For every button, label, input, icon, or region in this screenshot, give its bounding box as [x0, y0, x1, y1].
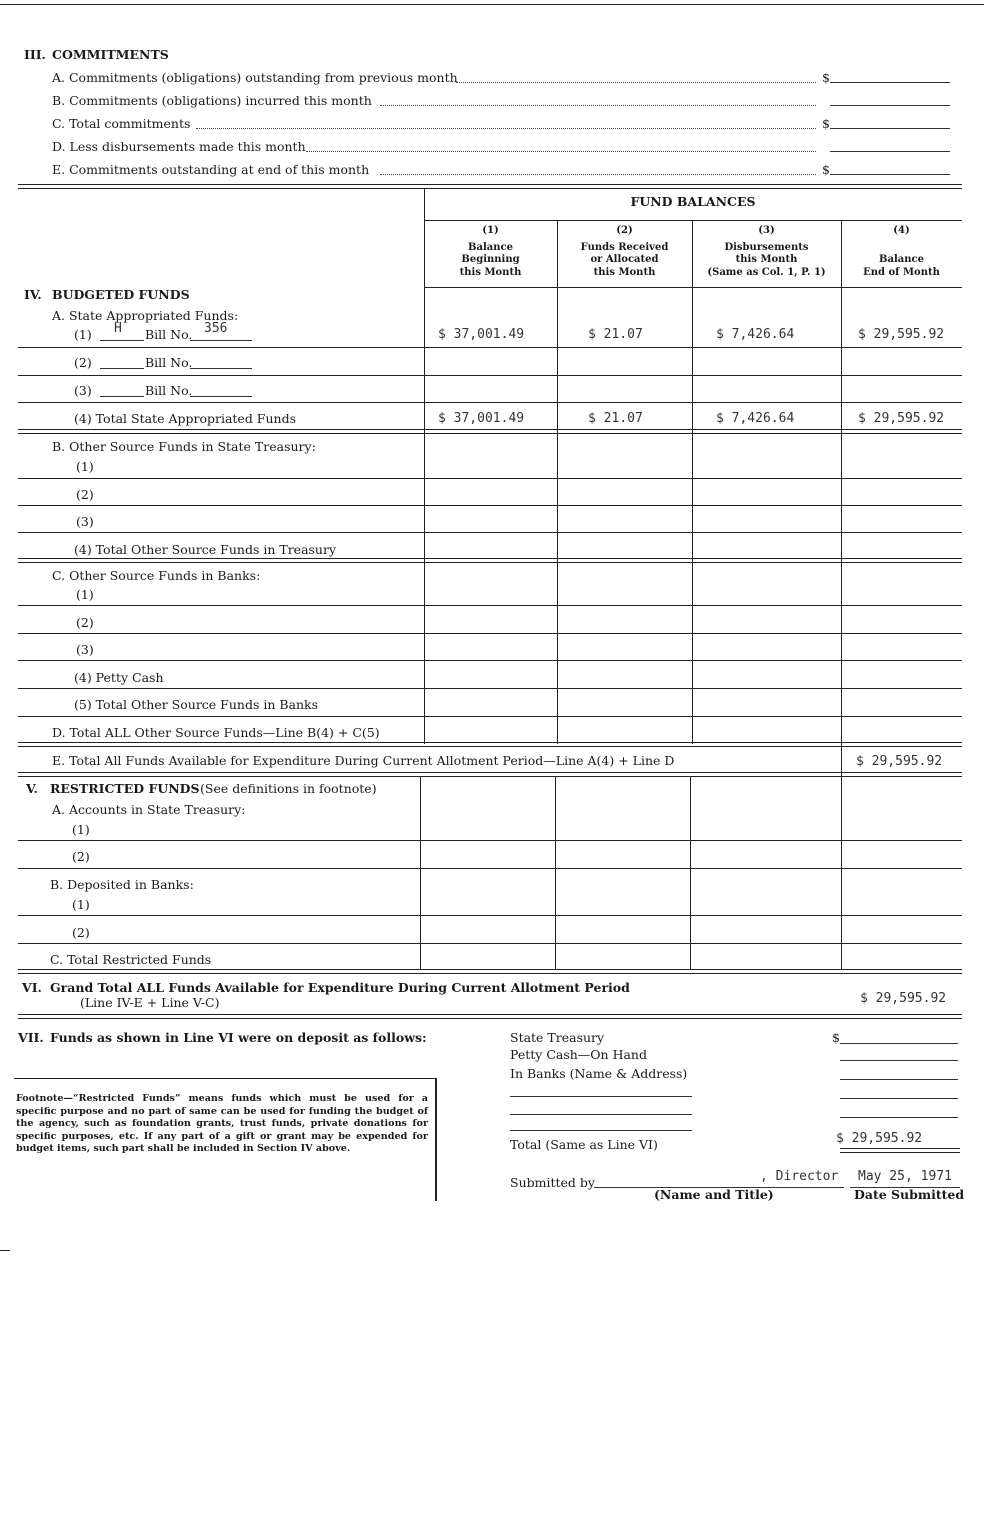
b-row-2: (2)	[76, 487, 94, 502]
bill-row-number: (2)	[74, 355, 92, 370]
leader-dots	[456, 82, 816, 83]
bill-no-label: Bill No.	[145, 355, 193, 370]
submitter-title: , Director	[760, 1169, 839, 1184]
rule	[18, 633, 962, 634]
other-banks-label: C. Other Source Funds in Banks:	[52, 568, 261, 583]
column-header-line: this Month	[735, 254, 798, 266]
rule	[18, 402, 962, 403]
bill-row-col3: $ 7,426.64	[716, 327, 795, 342]
bill-row-number: (3)	[74, 383, 92, 398]
rule	[18, 943, 962, 944]
rule	[18, 840, 962, 841]
commitment-label: C. Total commitments	[52, 116, 191, 131]
date-submitted-value: May 25, 1971	[858, 1169, 952, 1184]
column-header-3	[692, 225, 841, 280]
section-iv-heading: BUDGETED FUNDS	[52, 287, 190, 302]
bill-row-number: (1)	[74, 327, 92, 342]
v-col-line-4	[841, 776, 842, 970]
leader-dots	[306, 151, 816, 152]
blank-line	[190, 340, 252, 341]
rule	[18, 478, 962, 479]
total-a-col1: $ 37,001.49	[438, 411, 525, 426]
section-v-note: (See definitions in footnote)	[200, 781, 377, 796]
blank-line	[190, 396, 252, 397]
col-line-2	[557, 220, 558, 744]
submitted-by-label: Submitted by	[510, 1175, 595, 1190]
section-vii-number: VII.	[18, 1030, 44, 1045]
deposit-total-label: Total (Same as Line VI)	[510, 1137, 658, 1152]
restricted-treasury-label: A. Accounts in State Treasury:	[52, 802, 246, 817]
footnote-text: Footnote—“Restricted Funds” means funds which must be used for a specific purpose and no part of same can be used for funding the budget of the agency, such as foundation grants, trust funds, private donations for specific purposes, etc. If any part of a gift or grant may be expended for budget items, such part shall be included in Section IV above.	[16, 1093, 428, 1155]
blank-line	[100, 368, 144, 369]
rule	[18, 505, 962, 506]
column-header-line: Balance	[879, 254, 924, 266]
column-header-line: (1)	[482, 225, 499, 236]
column-header-line: Disbursements	[724, 241, 809, 253]
col-line-3	[692, 220, 693, 744]
section-iv-number: IV.	[24, 287, 42, 302]
column-header-line: this Month	[459, 267, 522, 279]
grand-total-label: Grand Total ALL Funds Available for Expenditure During Current Allotment Period	[50, 980, 630, 995]
grand-total-value: $ 29,595.92	[860, 991, 947, 1006]
rule	[18, 660, 962, 661]
restricted-b-2: (2)	[72, 925, 90, 940]
c-row-3: (3)	[76, 642, 94, 657]
restricted-total-label: C. Total Restricted Funds	[50, 952, 212, 967]
total-state-label: (4) Total State Appropriated Funds	[74, 411, 296, 426]
rule-after-v	[18, 969, 962, 974]
b-row-1: (1)	[76, 459, 94, 474]
blank-line	[100, 396, 144, 397]
deposit-total-value: $ 29,595.92	[836, 1131, 923, 1146]
blank-line	[510, 1114, 692, 1115]
restricted-a-1: (1)	[72, 822, 90, 837]
date-submitted-caption: Date Submitted	[854, 1187, 965, 1202]
v-col-line-1	[420, 776, 421, 970]
commitment-label: E. Commitments outstanding at end of this month	[52, 162, 370, 177]
amount-line	[830, 174, 950, 175]
column-header-1	[424, 225, 557, 280]
column-header-line: End of Month	[863, 267, 940, 279]
top-border	[0, 4, 984, 5]
fund-header-rule	[424, 220, 962, 221]
bill-row-col2: $ 21.07	[588, 327, 643, 342]
rule	[18, 375, 962, 376]
commitment-label: D. Less disbursements made this month	[52, 139, 306, 154]
section-divider	[18, 184, 962, 189]
petty-cash-label: (4) Petty Cash	[74, 670, 164, 685]
state-treasury-label: State Treasury	[510, 1030, 605, 1045]
rule-after-vi	[18, 1014, 962, 1019]
blank-line	[840, 1117, 958, 1118]
section-v-number: V.	[26, 781, 38, 796]
other-treasury-label: B. Other Source Funds in State Treasury:	[52, 439, 316, 454]
dollar-sign: $	[822, 116, 830, 131]
grand-total-sub: (Line IV-E + Line V-C)	[80, 995, 220, 1010]
total-a-col2: $ 21.07	[588, 411, 643, 426]
commitment-label: A. Commitments (obligations) outstanding from previous month	[52, 70, 458, 85]
restricted-a-2: (2)	[72, 849, 90, 864]
blank-line	[510, 1130, 692, 1131]
rule	[18, 605, 962, 606]
c-row-2: (2)	[76, 615, 94, 630]
column-header-line: Balance	[468, 241, 513, 253]
total-double-underline	[840, 1148, 960, 1153]
rule	[18, 868, 962, 869]
section-vi-number: VI.	[22, 980, 42, 995]
rule-after-e	[18, 772, 962, 777]
col-line-4	[841, 220, 842, 776]
in-banks-label: In Banks (Name & Address)	[510, 1066, 688, 1081]
column-header-line: (3)	[758, 225, 775, 236]
column-header-line	[841, 242, 962, 255]
commitment-label: B. Commitments (obligations) incurred this month	[52, 93, 372, 108]
total-available-value: $ 29,595.92	[856, 754, 943, 769]
total-a-col3: $ 7,426.64	[716, 411, 795, 426]
blank-line	[190, 368, 252, 369]
column-header-line: (4)	[893, 225, 910, 236]
bill-no-label: Bill No.	[145, 327, 193, 342]
blank-line	[840, 1098, 958, 1099]
bill-prefix: H	[114, 321, 122, 336]
bill-number: 356	[204, 321, 228, 336]
column-header-line: Beginning	[461, 254, 520, 266]
bill-no-label: Bill No.	[145, 383, 193, 398]
dollar-sign: $	[832, 1030, 840, 1045]
rule-after-b-total	[18, 558, 962, 563]
bill-row-col4: $ 29,595.92	[858, 327, 945, 342]
rule-after-d	[18, 742, 962, 747]
c-row-1: (1)	[76, 587, 94, 602]
section-iii-number: III.	[24, 47, 46, 62]
rule	[18, 716, 962, 717]
b-row-3: (3)	[76, 514, 94, 529]
fund-balances-title: FUND BALANCES	[630, 194, 756, 209]
total-a-col4: $ 29,595.92	[858, 411, 945, 426]
blank-line	[840, 1079, 958, 1080]
leader-dots	[380, 174, 816, 175]
header-bottom-rule	[424, 287, 962, 288]
rule	[18, 688, 962, 689]
column-header-4	[841, 225, 962, 280]
amount-line	[830, 128, 950, 129]
leader-dots	[196, 128, 816, 129]
dollar-sign: $	[822, 162, 830, 177]
dollar-sign: $	[822, 70, 830, 85]
restricted-b-1: (1)	[72, 897, 90, 912]
state-appropriated-label: A. State Appropriated Funds:	[52, 308, 239, 323]
name-title-caption: (Name and Title)	[654, 1187, 774, 1202]
bill-row-col1: $ 37,001.49	[438, 327, 525, 342]
total-other-label: D. Total ALL Other Source Funds—Line B(4) + C(5)	[52, 725, 380, 740]
amount-line	[830, 105, 950, 106]
b-total-label: (4) Total Other Source Funds in Treasury	[74, 542, 337, 557]
blank-line	[840, 1043, 958, 1044]
section-v-heading: RESTRICTED FUNDS	[50, 781, 200, 796]
column-header-2	[557, 225, 692, 280]
amount-line	[830, 82, 950, 83]
rule	[18, 915, 962, 916]
column-header-line: this Month	[593, 267, 656, 279]
blank-line	[510, 1096, 692, 1097]
column-header-line: Funds Received	[580, 241, 669, 253]
deposit-label: Funds as shown in Line VI were on deposit as follows:	[50, 1030, 427, 1045]
column-header-line: or Allocated	[590, 254, 659, 266]
leader-dots	[380, 105, 816, 106]
v-col-line-2	[555, 776, 556, 970]
column-header-line: (Same as Col. 1, P. 1)	[707, 267, 826, 279]
column-header-line: (2)	[616, 225, 633, 236]
rule-after-total-a	[18, 429, 962, 434]
amount-line	[830, 151, 950, 152]
rule	[18, 347, 962, 348]
restricted-banks-label: B. Deposited in Banks:	[50, 877, 194, 892]
total-available-label: E. Total All Funds Available for Expenditure During Current Allotment Period—Line A(4) + Line D	[52, 753, 675, 768]
blank-line	[100, 340, 144, 341]
v-col-line-3	[690, 776, 691, 970]
margin-mark	[0, 1250, 10, 1251]
rule	[18, 532, 962, 533]
section-iii-heading: COMMITMENTS	[52, 47, 169, 62]
c-total-label: (5) Total Other Source Funds in Banks	[74, 697, 319, 712]
blank-line	[840, 1060, 958, 1061]
petty-cash-on-hand-label: Petty Cash—On Hand	[510, 1047, 647, 1062]
